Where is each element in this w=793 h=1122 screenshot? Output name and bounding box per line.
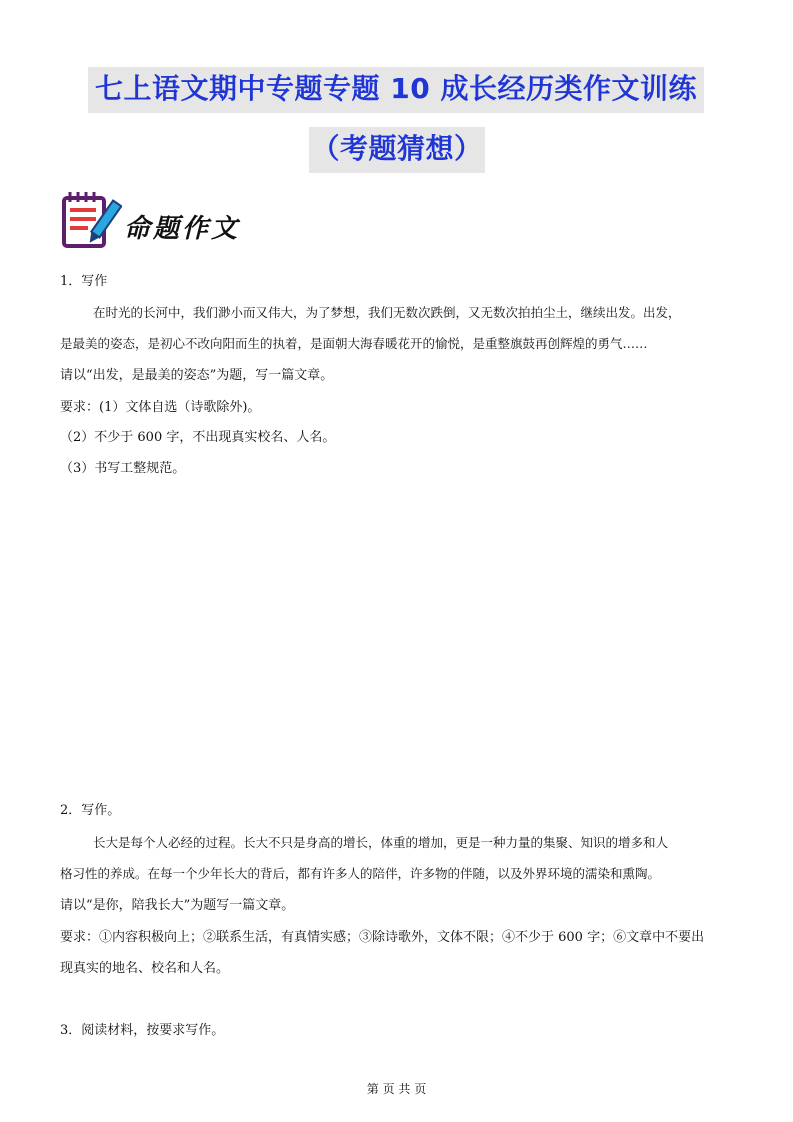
question-2-requirement-line-1: 要求：①内容积极向上；②联系生活，有真情实感；③除诗歌外，文体不限；④不少于 600 字；⑥文章中不要出 — [60, 930, 705, 945]
question-2-material-line-2: 格习性的养成。在每一个少年长大的背后，都有许多人的陪伴，许多物的伴随，以及外界环境的濡染和熏陶。 — [60, 866, 661, 881]
question-1-material-line-2: 是最美的姿态，是初心不改向阳而生的执着，是面朝大海春暖花开的愉悦，是重整旗鼓再创辉煌的勇气…… — [60, 336, 648, 351]
question-2-requirement-line-2: 现真实的地名、校名和人名。 — [60, 961, 230, 976]
document-title-line-2: （考题猜想） — [309, 127, 485, 173]
document-title-line-1: 七上语文期中专题专题 10 成长经历类作文训练 — [88, 67, 704, 113]
question-1-heading: 1．写作 — [60, 274, 108, 289]
page-footer: 第 页 共 页 — [366, 1082, 427, 1096]
question-2-prompt: 请以“是你，陪我长大”为题写一篇文章。 — [60, 898, 295, 913]
section-banner-title: 命题作文 — [124, 214, 241, 244]
question-2-heading: 2．写作。 — [60, 803, 121, 818]
question-1-prompt: 请以“出发，是最美的姿态”为题，写一篇文章。 — [60, 368, 334, 383]
question-3-heading: 3．阅读材料，按要求写作。 — [60, 1023, 225, 1038]
question-2-material-line-1: 长大是每个人必经的过程。长大不只是身高的增长，体重的增加，更是一种力量的集聚、知识的增多和人 — [93, 835, 669, 850]
notepad-pencil-icon — [60, 190, 122, 252]
question-1-requirement-3: （3）书写工整规范。 — [60, 461, 186, 476]
question-1-material-line-1: 在时光的长河中，我们渺小而又伟大，为了梦想，我们无数次跌倒，又无数次拍拍尘土，继续出发。出发， — [93, 305, 681, 320]
question-1-requirement-1: 要求：(1）文体自选（诗歌除外)。 — [60, 400, 261, 415]
question-1-requirement-2: （2）不少于 600 字，不出现真实校名、人名。 — [60, 430, 336, 445]
